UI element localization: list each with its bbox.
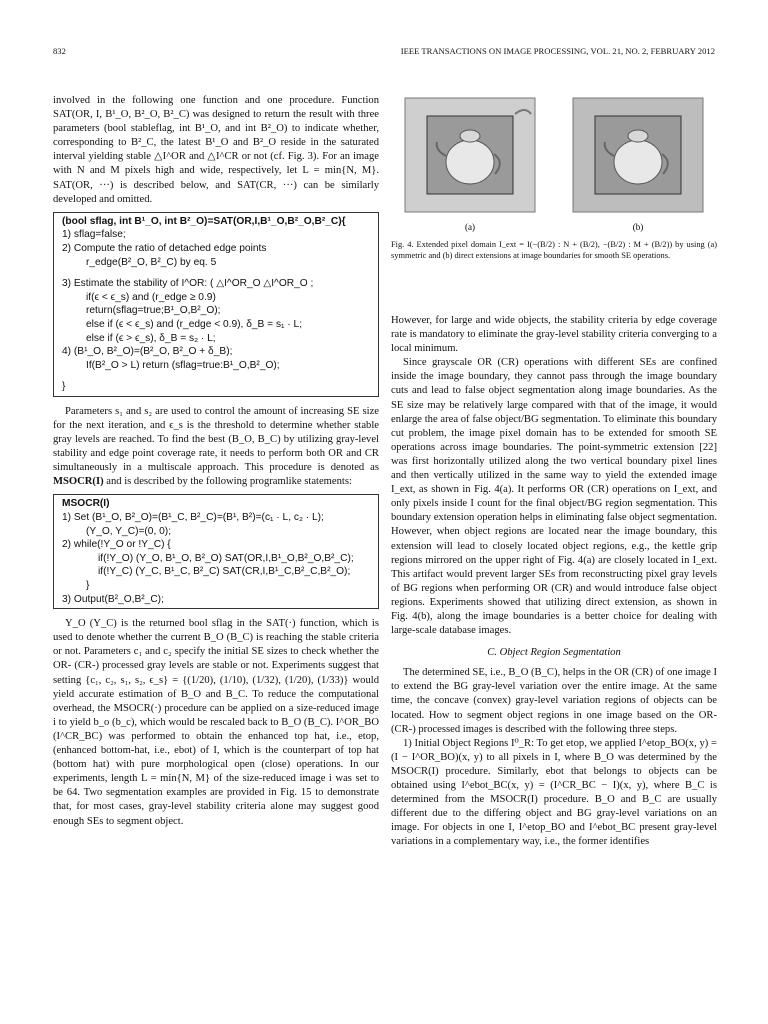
msocr-algo-line-1b: (Y_O, Y_C)=(0, 0);: [86, 525, 172, 537]
section-heading: C. Object Region Segmentation: [487, 647, 621, 659]
sat-algo-line-1: 1) sflag=false;: [62, 229, 126, 241]
sat-algo-line-3e: else if (ϵ > ϵ_s), δ_B = s₂ · L;: [86, 332, 216, 344]
right-column: [391, 314, 717, 849]
sat-algorithm-box: [53, 212, 379, 397]
left-paragraph-2-tail: and is described by the following programlike statements:: [103, 476, 352, 488]
right-paragraph-2: Since grayscale OR (CR) operations with different SEs are confined inside the image boundary, they cannot pass through the image boundary cuts and lead to false object segmentation along image boundaries. As the SE size may be relatively large compared with that of the image, it would enlarge the area of false object/BG segmentation. To eliminate this boundary cut problem, the image pixel domain has to be extended for smooth SE operations across image boundaries. The point-symmetric extension [22] was first horizontally utilized along the two vertical boundary pixel lines and then vertically utilized in the same way to yield the extended image I_ext, as shown in Fig. 4(a). It performs OR (CR) operations on I_ext, and only pixels inside I count for the final object/BG region segmentation. This boundary extension operation helps in eliminating false object segmentation. However, when object regions are located near the image boundary, this extension will lead to closely located object regions, e.g., the kettle grip regions mirrored on the upper right of Fig. 4(a) are closely located in I_ext. This artifact would prevent larger SEs from reconstructing pixel gray levels of BG regions when performing OR (CR) and would introduce false object regions. Experiments showed that utilizing direct extension, as shown in Fig. 4(b), along the image boundaries is a better choice for dealing with large-scale database images.: [391, 357, 717, 637]
sat-algo-line-3d: else if (ϵ < ϵ_s) and (r_edge < 0.9), δ_B = s₁ · L;: [86, 318, 303, 330]
left-paragraph-1: involved in the following one function and one procedure. Function SAT(OR, I, B¹_O, B²_O, B²_C) was designed to return the result with three parameters (bool stableflag, int B¹_O, and int B²_O) to indicate whether, corresponding to B²_C, the latest B¹_O and B²_O reside in the saturated interval yielding stable △I^OR and △I^CR or not (cf. Fig. 3). For an image with N and M pixels high and wide, respectively, let L = min{N, M}. SAT(OR, ···) is described below, and SAT(CR, ···) can be similarly developed and omitted.: [53, 95, 379, 205]
panel-b-label: (b): [632, 222, 644, 232]
sat-algo-line-3c: return(sflag=true;B¹_O,B²_O);: [86, 305, 221, 317]
msocr-algo-line-2b: if(!Y_O) (Y_O, B¹_O, B²_O) SAT(OR,I,B¹_O,B²_O,B²_C);: [98, 552, 354, 564]
left-paragraph-2: [53, 405, 379, 490]
sat-algo-line-3b: if(ϵ < ϵ_s) and (r_edge ≥ 0.9): [86, 291, 216, 303]
sat-algo-close: }: [62, 381, 66, 393]
msocr-name: MSOCR(I): [53, 476, 104, 488]
left-column: [53, 94, 379, 829]
left-paragraph-2-text: Parameters s₁ and s₂ are used to control the amount of increasing SE size for the next iteration, and ϵ_s is the threshold to determine whether stable gray levels are reached. To find the best (B_O, B_C) by utilizing gray-level stability and edge point coverage rate, it needs to perform both OR and CR simultaneously in a multiscale approach. This procedure is denoted as: [53, 405, 379, 474]
figure-4-diagram: [391, 84, 717, 244]
left-paragraph-3: Y_O (Y_C) is the returned bool sflag in the SAT(·) function, which is used to denote whether the current B_O (B_C) is reaching the stable criteria or not. Parameters c₁ and c₂ specify the initial SE sizes to check whether the OR- (CR-) processed gray levels are stable or not. Experiments suggest that setting {c₁, c₂, s₁, s₂, ϵ_s} = {(1/20), (1/10), (1/32), (1/20), (1/33)} would yield accurate estimation of B_O and B_C. To reduce the computational overhead, the MSOCR(·) procedure can be applied on a size-reduced image i to yield b_o (b_c), which would be rescaled back to B_O (B_C). I^OR_BO (I^CR_BC) was performed to obtain the enhanced top hat, i.e., etop, (enhanced bottom-hat, i.e., ebot) of I, which is the counterpart of top hat (bottom hat) with pure morphological open (close) operations. In our experiments, length L = min{N, M} of the size-reduced image i was set to be 64. Two segmentation examples are provided in Fig. 15 to demonstrate that, for most cases, gray-level stability criteria alone may suggest good enough SEs to segment object.: [53, 618, 379, 827]
page-header: [53, 44, 715, 58]
sat-algo-line-2a: 2) Compute the ratio of detached edge points: [62, 242, 267, 254]
msocr-algo-line-3: 3) Output(B²_O,B²_C);: [62, 593, 164, 605]
kettle-lid-a: [460, 130, 480, 142]
panel-a: [405, 98, 535, 212]
sat-algo-line-2b: r_edge(B²_O, B²_C) by eq. 5: [86, 256, 217, 268]
kettle-body-b: [614, 140, 662, 184]
msocr-algo-line-2a: 2) while(!Y_O or !Y_C) {: [62, 539, 171, 551]
sat-algo-line-4b: If(B²_O > L) return (sflag=true:B¹_O,B²_O);: [86, 359, 280, 371]
msocr-algo-line-2c: if(!Y_C) (Y_C, B¹_C, B²_C) SAT(CR,I,B¹_C,B²_C,B²_O);: [98, 566, 351, 578]
msocr-algo-head: MSOCR(I): [62, 498, 110, 510]
right-paragraph-3: The determined SE, i.e., B_O (B_C), helps in the OR (CR) of one image I to extend the BG gray-level variation over the entire image. At the same time, the concave (convex) gray-level variation regions of objects can be located. How to segment object regions in one image based on the OR- (CR-) processed images is described with the following three steps.: [391, 667, 717, 735]
right-paragraph-4: 1) Initial Object Regions I⁰_R: To get etop, we applied I^etop_BO(x, y) = (I − I^OR_BO)(x, y) to all pixels in I, where B_O was determined by the MSOCR(I) procedure. Similarly, ebot that belongs to objects can be obtained using I^ebot_BC(x, y) = (I^CR_BC − I)(x, y), where B_C is determined from the MSOCR(I) procedure. B_O and B_C are usually different due to the differing object and BG gray-level variations on an image. For objects in one I, I^etop_BO and I^ebot_BC present gray-level variations in a complementary way, i.e., the former identifies: [391, 737, 717, 848]
sat-algo-head: (bool sflag, int B¹_O, int B²_O)=SAT(OR,I,B¹_O,B²_O,B²_C){: [62, 215, 346, 227]
msocr-algo-line-1a: 1) Set (B¹_O, B²_O)=(B¹_C, B²_C)=(B¹, B²)=(c₁ · L, c₂ · L);: [62, 512, 324, 524]
kettle-body-a: [446, 140, 494, 184]
msocr-algo-line-2d: }: [86, 580, 90, 591]
right-paragraph-1: However, for large and wide objects, the stability criteria by edge coverage rate is mandatory to eliminate the gray-level stability criteria converging to a local minimum.: [391, 315, 717, 355]
figure-4-caption: Fig. 4. Extended pixel domain I_ext = I(−(B/2) : N + (B/2), −(B/2) : M + (B/2)) by using (a) symmetric and (b) direct extensions at image boundaries for smooth SE operations.: [391, 240, 717, 260]
figure-4: [391, 84, 717, 264]
sat-algo-line-4a: 4) (B¹_O, B²_O)=(B²_O, B²_O + δ_B);: [62, 346, 233, 358]
sat-algo-line-3a: 3) Estimate the stability of I^OR: ( △I^OR_O △I^OR_O ;: [62, 278, 314, 290]
kettle-lid-b: [628, 130, 648, 142]
panel-a-label: (a): [465, 222, 475, 232]
journal-title: IEEE TRANSACTIONS ON IMAGE PROCESSING, VOL. 21, NO. 2, FEBRUARY 2012: [400, 46, 715, 56]
page-number: 832: [53, 46, 66, 56]
panel-b: [573, 98, 703, 212]
msocr-algorithm-box: [53, 494, 379, 609]
